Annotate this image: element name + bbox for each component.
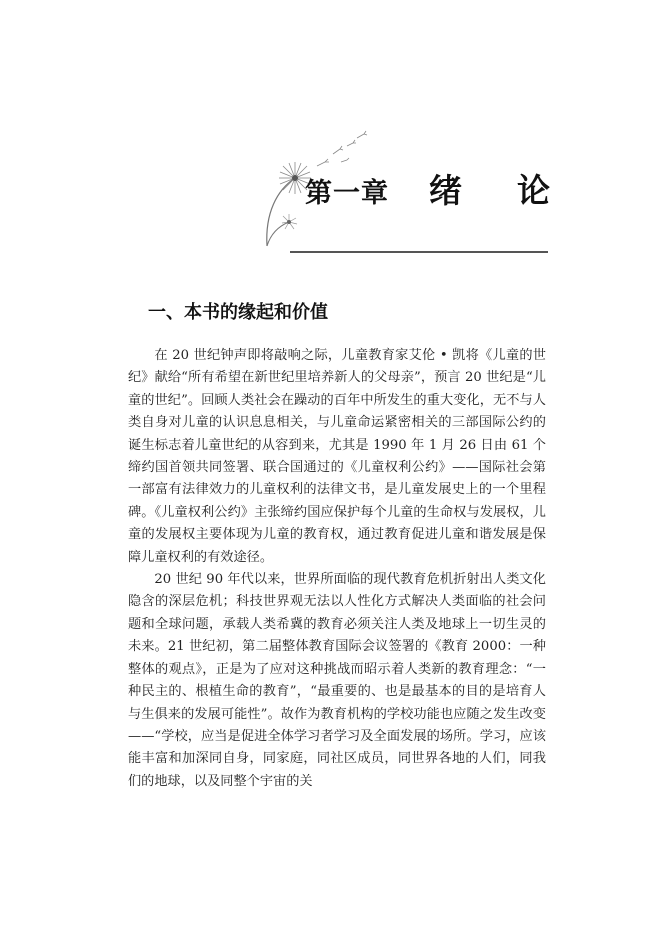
- chapter-number: 第一章: [305, 178, 389, 209]
- section-heading: 一、本书的缘起和价值: [148, 302, 328, 323]
- paragraph: 在 20 世纪钟声即将敲响之际，儿童教育家艾伦 • 凯将《儿童的世纪》献给“所有希望在新世纪里培养新人的父母亲”，预言 20 世纪是“儿童的世纪”。回顾人类社会在躁动的百年中所发生的重大变化，无不与人类自身对儿童的认识息息相关，与儿童命运紧密相关的三部国际公约的诞生标志着儿童世纪的从容到来，尤其是 1990 年 1 月 26 日由 61 个缔约国首领共同签署、联合国通过的《儿童权利公约》——国际社会第一部富有法律效力的儿童权利的法律文书，是儿童发展史上的一个里程碑。《儿童权利公约》主张缔约国应保护每个儿童的生命权与发展权，儿童的发展权主要体现为儿童的教育权，通过教育促进儿童和谐发展是保障儿童权利的有效途径。: [128, 348, 546, 565]
- body-text: [128, 345, 546, 793]
- chapter-heading: [305, 165, 605, 213]
- paragraph: 20 世纪 90 年代以来，世界所面临的现代教育危机折射出人类文化隐含的深层危机；科技世界观无法以人性化方式解决人类面临的社会问题和全球问题，承载人类希冀的教育必须关注人类及地球上一切生灵的未来。21 世纪初，第二届整体教育国际会议签署的《教育 2000：一种整体的观点》，正是为了应对这种挑战而昭示着人类新的教育理念：“一种民主的、根植生命的教育”，“最重要的、也是最基本的目的是培育人与生俱来的发展可能性”。故作为教育机构的学校功能也应随之发生改变——“学校，应当是促进全体学习者学习及全面发展的场所。学习，应该能丰富和加深同自身，同家庭，同社区成员，同世界各地的人们，同我们的地球，以及同整个宇宙的关: [128, 572, 546, 789]
- chapter-divider: [290, 251, 548, 253]
- chapter-title: 绪论: [429, 171, 605, 210]
